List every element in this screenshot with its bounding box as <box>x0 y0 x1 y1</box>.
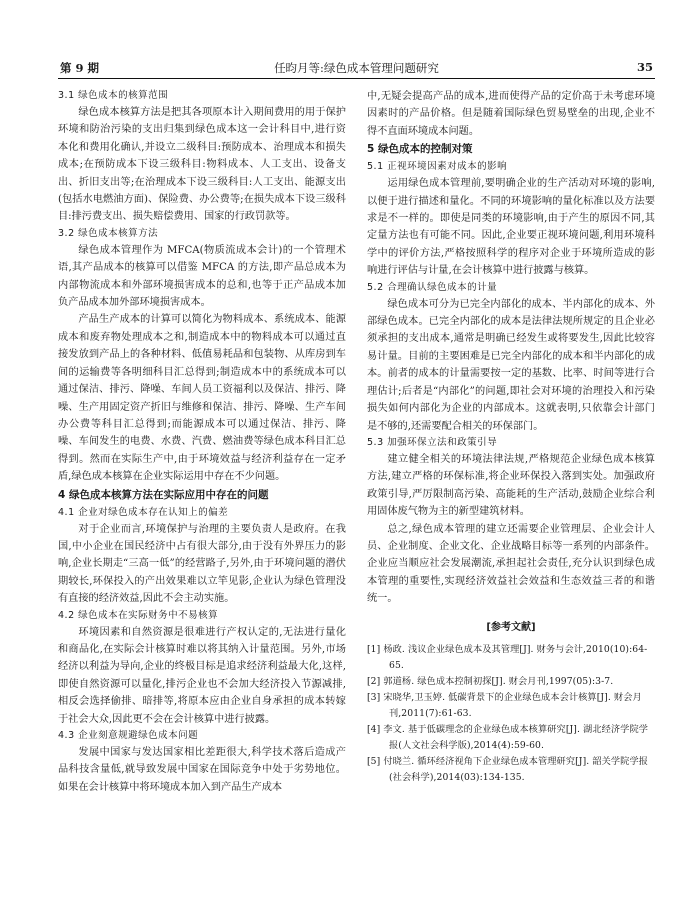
section-3-1-heading: 3.1 绿色成本的核算范围 <box>58 90 169 101</box>
section-5-2-heading: 5.2 合理确认绿色成本的计量 <box>367 281 498 293</box>
reference-item: [3] 宋晓华,卫玉婷. 低碳背景下的企业绿色成本会计核算[J]. 财会月刊,2011(7):61-63. <box>367 691 642 719</box>
reference-item: [2] 郭道杨. 绿色成本控制初探[J]. 财会月刊,1997(05):3-7. <box>367 675 614 687</box>
references-heading: [参考文献] <box>486 621 536 633</box>
paragraph: 总之,绿色成本管理的建立还需要企业管理层、企业会计人员、企业制度、企业文化、企业战略目标等一系列的内部条件。企业应当顺应社会发展潮流,承担起社会责任,充分认识到绿色成本管理的重要性,实现经济效益社会效益和生态效益三者的和谐统一。 <box>367 523 655 605</box>
reference-item: [5] 付晓兰. 循环经济视角下企业绿色成本管理研究[J]. 韶关学院学报(社会科学),2014(03):134-135. <box>367 755 649 783</box>
page-number: 35 <box>636 60 653 74</box>
section-3-2-heading: 3.2 绿色成本核算方法 <box>58 227 159 239</box>
issue-number: 第 9 期 <box>60 61 100 75</box>
section-4-heading: 4 绿色成本核算方法在实际应用中存在的问题 <box>58 488 269 501</box>
paragraph: 绿色成本核算方法是把其各项原本计入期间费用的用于保护环境和防治污染的支出归集到绿色成本这一会计科目中,进行资本化和费用化确认,并设立二级科目:预防成本、治理成本和损失成本;在预防成本下设三级科目:物料成本、人工支出、设备支出、折旧支出等;在治理成本下设三级科目:人工支出、能源支出(包括水电燃油方面)、保险费、办公费等;在损失成本下设三级科目:排污费支出、损失赔偿费用、国家的行政罚款等。 <box>58 107 346 223</box>
section-5-1-heading: 5.1 正视环境因素对成本的影响 <box>367 161 508 173</box>
paragraph: 发展中国家与发达国家相比差距很大,科学技术落后造成产品科技含量低,就导致发展中国家在国际竞争中处于劣势地位。如果在会计核算中将环境成本加入到产品生产成本 <box>58 747 346 793</box>
reference-list <box>367 642 655 786</box>
paragraph: 建立健全相关的环境法律法规,严格规范企业绿色成本核算方法,建立严格的环保标准,将企业环保投入落到实处。加强政府政策引导,严厉限制高污染、高能耗的生产活动,鼓励企业综合利用固体废气物为主的新型建筑材料。 <box>367 453 655 518</box>
paragraph: 运用绿色成本管理前,要明确企业的生产活动对环境的影响,以便于进行描述和量化。不同的环境影响的量化标准以及方法要求是不一样的。即使是同类的环境影响,由于产生的原因不同,其定量方法也有可能不同。因此,企业要正视环境问题,利用环境科学中的评价方法,严格按照科学的程序对企业于环境所造成的影响进行评估与计量,在会计核算中进行披露与核算。 <box>367 178 655 277</box>
section-4-3-heading: 4.3 企业刻意规避绿色成本问题 <box>58 730 199 741</box>
reference-item: [4] 李文. 基于低碳理念的企业绿色成本核算研究[J]. 湖北经济学院学报(人文社会科学版),2014(4):59-60. <box>367 723 649 751</box>
paragraph: 环境因素和自然资源是很难进行产权认定的,无法进行量化和商品化,在实际会计核算时难以将其纳入计量范围。另外,市场经济以利益为导向,企业的终极目标是追求经济利益最大化,这样,即使自然资源可以量化,排污企业也不会加大经济投入节源减排,相反会选择偷排、暗排等,将原本应由企业自身承担的成本转嫁于社会大众,因此更不会在会计核算中进行披露。 <box>58 626 346 725</box>
journal-page <box>58 52 655 862</box>
section-5-heading: 5 绿色成本的控制对策 <box>367 143 473 156</box>
reference-item: [1] 杨政. 浅议企业绿色成本及其管理[J]. 财务与会计,2010(10):64-65. <box>367 643 648 671</box>
section-4-2-heading: 4.2 绿色成本在实际财务中不易核算 <box>58 609 219 621</box>
paragraph: 产品生产成本的计算可以简化为物料成本、系统成本、能源成本和废弃物处理成本之和,制造成本中的物料成本可以通过直接发放到产品上的各种材料、低值易耗品和包装物、从库房到车间的运输费等各明细科目汇总得到;制造成本中的系统成本可以通过保洁、排污、降噪、车间人员工资福利以及保洁、排污、降噪、生产用固定资产折旧与维修和保洁、排污、降噪、生产车间办公费等科目汇总得到;而能源成本可以通过保洁、排污、降噪、车间发生的电费、水费、汽费、燃油费等绿色成本科目汇总得到。然而在实际生产中,由于环境效益与经济利益存在一定矛盾,绿色成本核算在企业实际运用中存在不少问题。 <box>58 314 346 483</box>
running-header <box>58 52 655 79</box>
paragraph-continued: 中,无疑会提高产品的成本,进而使得产品的定价高于未考虑环境因素时的产品价格。但是随着国际绿色贸易壁垒的出现,企业不得不直面环境成本问题。 <box>367 91 655 137</box>
paragraph: 绿色成本可分为已完全内部化的成本、半内部化的成本、外部绿色成本。已完全内部化的成本是法律法规所规定的且企业必须承担的支出成本,通常是明确已经发生或将要发生,因此比较容易计量。目前的主要困难是已完全内部化的成本和半内部化的成本。前者的成本的计量需要按一定的基数、比率、时间等进行合理估计;后者是“内部化”的问题,即社会对环境的治理投入和污染损失如何内部化为企业的内部成本。这就表明,只依靠会计部门是不够的,还需要配合相关的环保部门。 <box>367 298 655 432</box>
section-4-1-heading: 4.1 企业对绿色成本存在认知上的偏差 <box>58 506 229 518</box>
right-column <box>367 88 655 786</box>
section-5-3-heading: 5.3 加强环保立法和政策引导 <box>367 436 498 448</box>
two-column-body <box>58 88 655 862</box>
left-column <box>58 88 346 796</box>
paragraph: 对于企业而言,环境保护与治理的主要负责人是政府。在我国,中小企业在国民经济中占有很大部分,由于没有外界压力的影响,企业长期走“三高一低”的经营路子,另外,由于环境问题的潜伏期较长,环保投入的产出效果难以立竿见影,企业认为绿色管理没有直接的经济效益,因此不会主动实施。 <box>58 523 346 605</box>
running-title: 任昀月等:绿色成本管理问题研究 <box>274 61 439 75</box>
paragraph: 绿色成本管理作为 MFCA(物质流成本会计)的一个管理术语,其产品成本的核算可以借鉴 MFCA 的方法,即产品总成本为内部物流成本和外部环境损害成本的总和,也等于正产品成本加负产品成本加外部环境损害成本。 <box>58 244 346 309</box>
